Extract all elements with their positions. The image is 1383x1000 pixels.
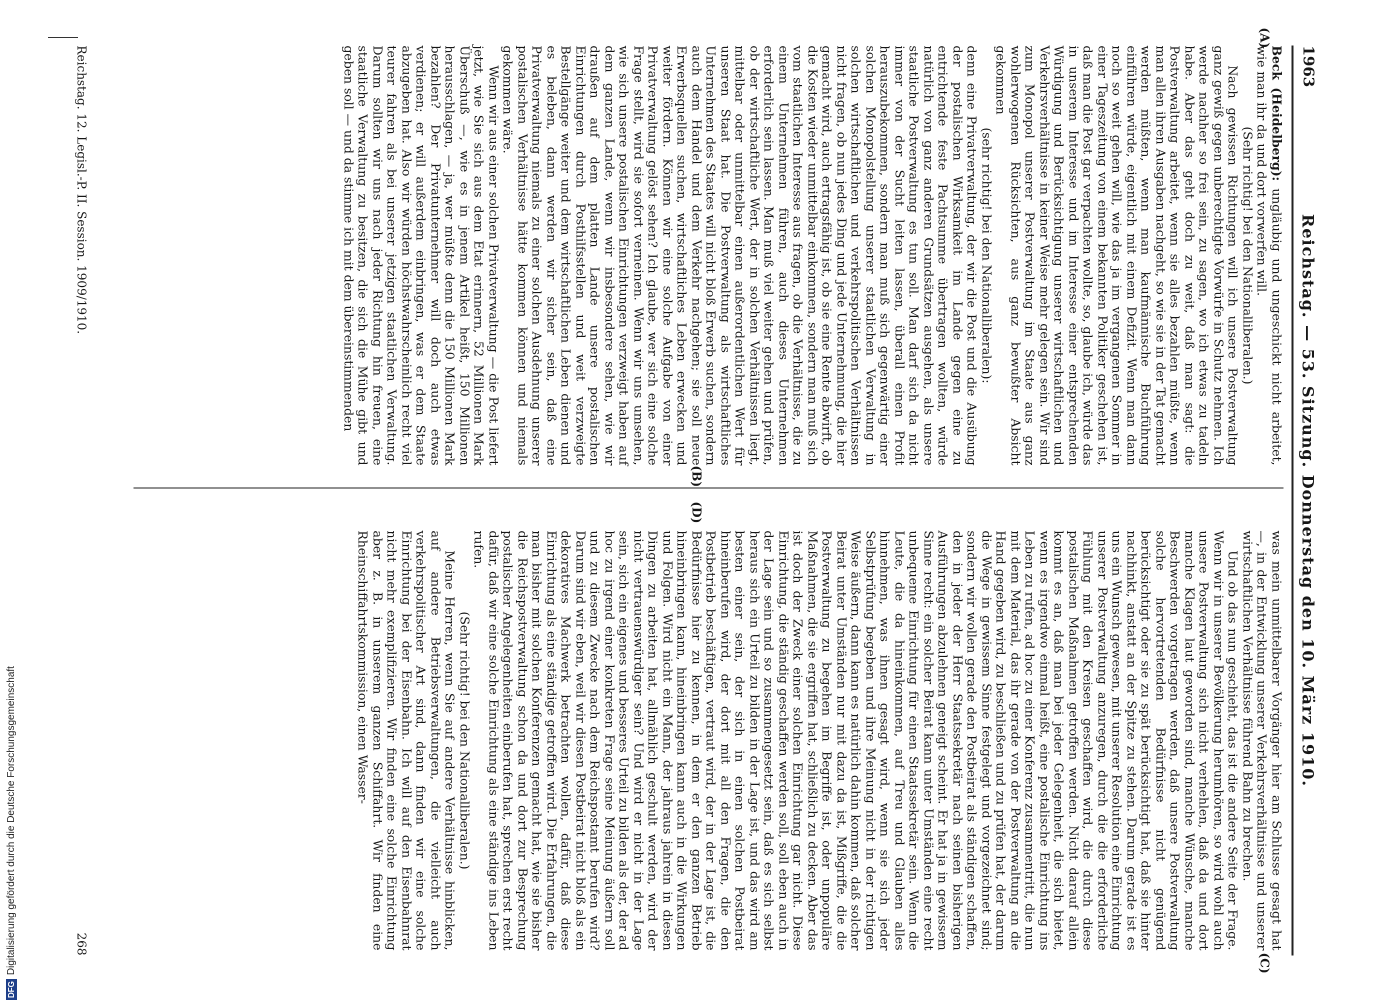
page-header: [1292, 46, 1318, 956]
margin-mark-b: (B): [689, 465, 704, 487]
margin-dash: [48, 37, 78, 38]
credit-text: Digitalisierung gefördert durch die Deutsche Forschungsgemeinschaft: [6, 666, 17, 976]
interjection: (Sehr richtig! bei den Nationalliberalen.): [457, 611, 473, 870]
paragraph: Nach gewissen Richtungen will ich unsere Postverwaltung ganz gewiß gegen unberechtigte Vorwürfe in Schutz nehmen. Ich werde nachher so frei sein, zu sagen, wo ich etwas zu tadeln habe. Aber das geht doch zu weit, daß man sagt: die Postverwaltung arbeitet, wenn sie alles bezahlen müßte, wenn man allen ihren Ausgaben nachgeht, so wie sie in der Tat gemacht werden müßten, wenn man kaufmännische Buchführung einführen würde, eigentlich mit einem Defizit. Wenn man dann noch so weit gehen will, wie das ja im vergangenen Sommer in einer Tageszeitung von einem bekannten Politiker geschehen ist, daß man die Post gar verpachten wollte, so, glaube ich, würde das in unserem Interesse und im Interesse einer entsprechenden Würdigung und Berücksichtigung unserer wirtschaftlichen und Verkehrsverhältnisse in keiner Weise mehr gelegen sein. Wir sind zum Monopol unserer Postverwaltung im Staate aus ganz wohlerwogenen Rücksichten, aus ganz bewußter Absicht gekommen: [994, 45, 1241, 466]
paragraph: Und ob das nun geschieht, das ist die andere Seite der Frage. Wenn wir in unserer Bevölkerung herumhören, so wird wohl auch unsere Postverwaltung sich nicht verhehlen, daß da und dort manche Klagen laut geworden sind, manche Wünsche, manche Beschwerden vorgetragen werden, daß unsere Postverwaltung solche hervortretenden Bedürfnisse nicht genügend berücksichtigt oder sie zu spät berücksichtigt hat, daß sie hinter nachhinkt, anstatt an der Spitze zu stehen. Darum gerade ist es uns ein Wunsch gewesen, mit unserer Resolution eine Einrichtung unserer Postverwaltung anzuregen, durch die die erforderliche Fühlung mit den Kreisen geschaffen wird, die durch diese postalischen Maßnahmen getroffen werden. Nicht darauf allein kommt es an, daß man bei jeder Gelegenheit, die sich bietet, wenn es irgendwo einmal heißt, eine postalische Einrichtung ins Leben zu rufen, ad hoc zu einer Konferenz zusammentritt, die nun mit dem Material, das ihr gerade von der Postverwaltung an die Hand gegeben wird, zu beschließen und zu prüfen hat, der darum die Wege in gewissem Sinne festgelegt und vorgezeichnet sind; sondern wir wollen gerade den Postbeirat als ständigen schaffen, den in jeder der Herr Staatssekretär nach seinen bisherigen Ausführungen abzulehnen geneigt scheint. Er hat ja in gewissem Sinne recht: ein solcher Beirat kann unter Umständen eine recht unbequeme Einrichtung für einen Staatssekretär sein. Wenn die Leute, die da hineinkommen, auf Treu und Glauben alles hinnehmen, was ihnen gesagt wird, wenn sie sich jeder Selbstprüfung begeben und ihre Meinung nicht in der richtigen Weise äußern, dann kann es natürlich dahin kommen, daß solcher Beirat unter Umständen nur mit dazu da ist, Mißgriffe, die die Postverwaltung zu begehen im Begriffe ist, oder unpopuläre Maßnahmen, die sie ergriffen hat, schließlich zu decken. Aber das ist doch der Zweck einer solchen Einrichtung gar nicht. Diese Einrichtung, die ständig geschaffen werden soll, soll eben auch in der Lage sein und so zusammengesetzt sein, daß es sich selbst heraus sich ein Urteil zu bilden in der Lage ist, und das wird am besten einer sein, der sich in einen solchen Postbeirat hineinberufen wird, der dort mit all den Fragen, die den Postbetrieb beschäftigen, vertraut wird, der in der Lage ist, die Bedürfnisse hier zu kennen, in dem er den ganzen Betrieb hineinbringen kann, hineinbringen kann auch in die Wirkungen und Folgen. Wird nicht ein Mann, der jahraus jahrein in diesen Dingen zu arbeiten hat, allmählich geschult werden, wird der nicht vertrauenswürdiger sein? Und wird er nicht in der Lage sein, sich ein eigenes und besseres Urteil zu bilden als der, der ad hoc zu irgend einer konkreten Frage seine Meinung äußern soll und zu diesem Zwecke nach dem Reichspostamt berufen wird? Darum sind wir eben, weil wir diesen Postbeirat nicht bloß als ein dekoratives Machwerk betrachten wollen, dafür, daß diese Einrichtung als eine ständige getroffen wird. Die Erfahrungen, die man bisher mit solchen Konferenzen gemacht hat, wie sie bisher die Reichspostverwaltung schon da und dort zur Besprechung postalischer Angelegenheiten einberufen hat, sprechen erst recht dafür, daß wir eine solche Einrichtung als eine ständige ins Leben rufen.: [472, 530, 1241, 951]
paragraph: Wenn wir aus einer solchen Privatverwaltung — die Post liefert jetzt, wie Sie sich aus dem Etat erinnern, 52 Millionen Mark Überschuß —, wie es in jenem Artikel heißt, 150 Millionen herausschlagen, — ja, wer müßte denn die 150 Millionen Mark bezahlen? Der Privatunternehmer will doch auch etwas verdienen; er will außerdem einbringen, was er dem Staate abzugeben hat. Also wir würden höchstwahrscheinlich recht viel teurer fahren als bei unserer jetzigen staatlichen Verwaltung. Darum sollten wir uns nach jeder Richtung hin freuen, eine staatliche Verwaltung zu besitzen, die sich die Mühe gibt und geben soll — und da stimme ich mit dem übereinstimmenden: [341, 45, 502, 466]
margin-mark-d: (D): [689, 501, 704, 524]
header-rule: [1292, 46, 1294, 956]
paragraph: ungläubig und ungeschickt nicht arbeitet, wie man ihr da und dort vorwerfen will.: [1255, 45, 1285, 466]
interjection: (sehr richtig! bei den Nationalliberalen):: [979, 127, 995, 384]
interjection: (Sehr richtig! bei den Nationalliberalen.): [1240, 126, 1256, 385]
digitization-credit: [6, 666, 17, 1000]
paragraph: was mein unmittelbarer Vorgänger hier am Schlusse gesagt hat —, in der Entwicklung unserer Verkehrsverhältnisse und unserer wirtschaftlichen Verhältnisse führend Bahn zu brechen.: [1240, 530, 1285, 951]
paragraph: denn eine Privatverwaltung, der wir die Post und die Ausübung der postalischen Wirksamkeit im Lande gegen eine zu entrichtende feste Pachtsumme übertragen wollten, würde natürlich von ganz anderen Grundsätzen ausgehen, als unsere staatliche Postverwaltung es tun soll. Man darf sich da nicht immer von der Sucht leiten lassen, überall einen Profit herauszubekommen, sondern man muß sich gegenwärtig einer solchen Monopolstellung unserer staatlichen Verwaltung in solchen wirtschaftlichen und verkehrspolitischen Verhältnissen nicht fragen, ob nun jedes Ding und jede Unternehmung, die hier gemacht wird, auch ertragsfähig ist, ob sie eine Rente abwirft, ob die Kosten wieder unmittelbar einkommen, sondern man muß sich vom staatlichen Interesse aus fragen, ob die Verhältnisse, die zu einem Unternehmen führen, auch dieses Unternehmen erforderlich sein lassen. Man muß viel weiter gehen und prüfen, ob der wirtschaftliche Wert, der in solchen Verhältnissen liegt, mittelbar oder unmittelbar einen außerordentlichen Wert für unseren Staat hat. Die Postverwaltung als wirtschaftliches Unternehmen des Staates will nicht bloß Erwerb suchen, sondern auch dem Handel und dem Verkehr nachgehen; sie soll neue Erwerbsquellen suchen, wirtschaftliches Leben erwecken und weiter fördern. Können wir eine solche Aufgabe von einer Privatverwaltung gelöst sehen? Ich glaube, wer sich eine solche Frage stellt, wird sie sofort verneinen. Wenn wir uns umsehen, wie sich unsere postalischen Einrichtungen verzweigt haben auf dem ganzen Lande, wenn wir insbesondere sehen, wie wir draußen auf dem platten Lande unsere postalischen Einrichtungen durch Posthilfsstellen und weit verzweigte Bestellgänge weiter und dem wirtschaftlichen Leben dienen und es beleben, dann werden wir sicher sein, daß eine Privatverwaltung niemals zu einer solchen Ausdehnung unserer postalischen Verhältnisse hätte kommen können und niemals gekommen wäre.: [501, 45, 980, 466]
column-left: [341, 46, 1284, 466]
paragraph: Meine Herren, wenn Sie auf andere Verhältnisse hinblicken, auf andere Betriebsverwaltungen, die vielleicht auch verkehrspolitischer Art sind, dann finden wir eine solche Einrichtung bei der Eisenbahn. Ich will auf den Eisenbahnrat nicht mehr exemplifizieren. Wir finden eine solche Einrichtung aber z. B. in unserem ganzen Schiffahrt. Wir finden eine Rheinschiffahrtskommission, einen Wasser-: [356, 530, 458, 951]
column-divider: [134, 488, 1284, 489]
scanned-page: [59, 26, 1324, 976]
column-right: [356, 531, 1284, 951]
margin-mark-a: (A): [1257, 27, 1272, 49]
page-number: 1963: [1299, 45, 1318, 88]
speaker-name: Beck (Heidelberg):: [1269, 45, 1285, 182]
footer-sheet-number: 268: [74, 932, 89, 956]
dfg-logo: DFG: [7, 981, 16, 998]
footer-session: Reichstag. 12. Legisl.-P. II. Session. 1909/1910.: [74, 45, 89, 335]
margin-mark-c: (C): [1257, 952, 1272, 974]
running-title: Reichstag. — 53. Sitzung. Donnerstag den 10. März 1910.: [1298, 214, 1318, 787]
